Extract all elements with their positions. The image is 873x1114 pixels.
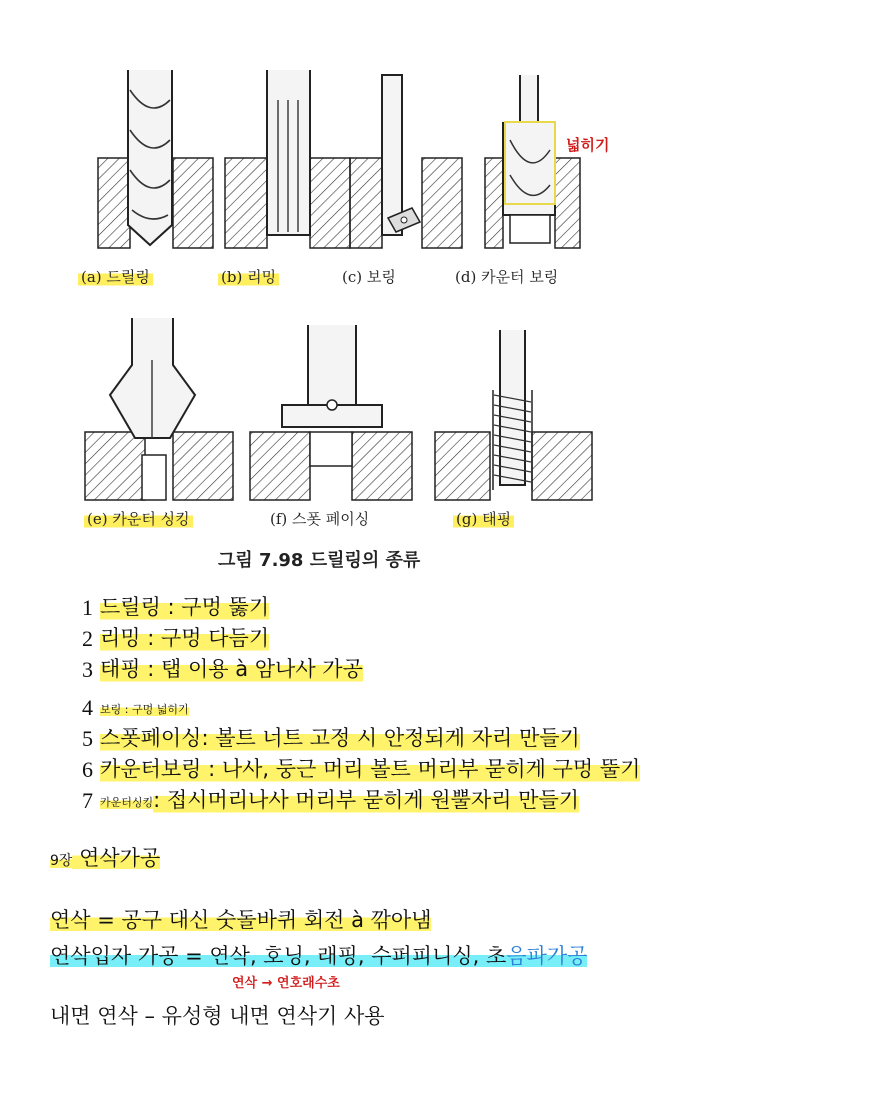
abrasive-machining-line: 연삭입자 가공 = 연삭, 호닝, 래핑, 수퍼피니싱, 초음파가공: [50, 940, 587, 970]
grinding-definition: 연삭 = 공구 대신 숫돌바퀴 회전 à 깎아냄: [50, 908, 432, 932]
circled-char: 연: [209, 940, 229, 970]
diagram-reaming: [225, 70, 350, 248]
drilling-list: [82, 590, 640, 814]
drilling-diagrams: [70, 60, 610, 580]
internal-grinding-line: 내면 연삭 – 유성형 내면 연삭기 사용: [50, 1004, 385, 1028]
list-item: 3 태핑 : 탭 이용 à 암나사 가공: [82, 652, 640, 683]
diagram-counter-boring: [485, 75, 580, 248]
figure-title: 그림 7.98 드릴링의 종류: [218, 550, 421, 571]
caption-counter-boring: (d) 카운터 보링: [455, 268, 559, 286]
circled-char: 초: [486, 940, 506, 970]
caption-boring: (c) 보링: [342, 268, 396, 286]
caption-counter-sinking: (e) 카운터 싱킹: [84, 508, 193, 529]
diagram-drilling: [98, 70, 213, 248]
circled-char: 호: [263, 940, 283, 970]
list-item: 2 리밍 : 구멍 다듬기: [82, 621, 640, 652]
caption-drilling: (a) 드릴링: [78, 266, 153, 287]
list-item: 6 카운터보링 : 나사, 둥근 머리 볼트 머리부 묻히게 구멍 뚤기: [82, 752, 640, 783]
caption-reaming: (b) 리밍: [218, 266, 279, 287]
circled-char: 수: [371, 940, 391, 970]
list-item: 5 스폿페이싱 : 볼트 너트 고정 시 안정되게 자리 만들기: [82, 721, 640, 752]
handwritten-note-widen: 넓히기: [566, 136, 610, 154]
drilling-types-figure: [70, 60, 610, 580]
list-item: 4 보링 : 구멍 넓히기: [82, 695, 189, 720]
diagram-tapping: [435, 330, 592, 500]
circled-char: 래: [317, 940, 337, 970]
handwritten-mnemonic: 연삭 → 연호래수초: [232, 976, 340, 991]
diagram-spot-facing: [250, 325, 412, 500]
diagram-counter-sinking: [85, 318, 233, 500]
list-item: 7 카운터싱킹 : 접시머리나사 머리부 묻히게 원뿔자리 만들기: [82, 783, 640, 814]
chapter-heading: 9장 연삭가공: [50, 846, 161, 870]
caption-spot-facing: (f) 스폿 페이싱: [270, 510, 370, 528]
diagram-boring: [350, 75, 462, 248]
list-item: 1 드릴링 : 구멍 뚫기: [82, 590, 640, 621]
caption-tapping: (g) 태핑: [453, 508, 514, 529]
